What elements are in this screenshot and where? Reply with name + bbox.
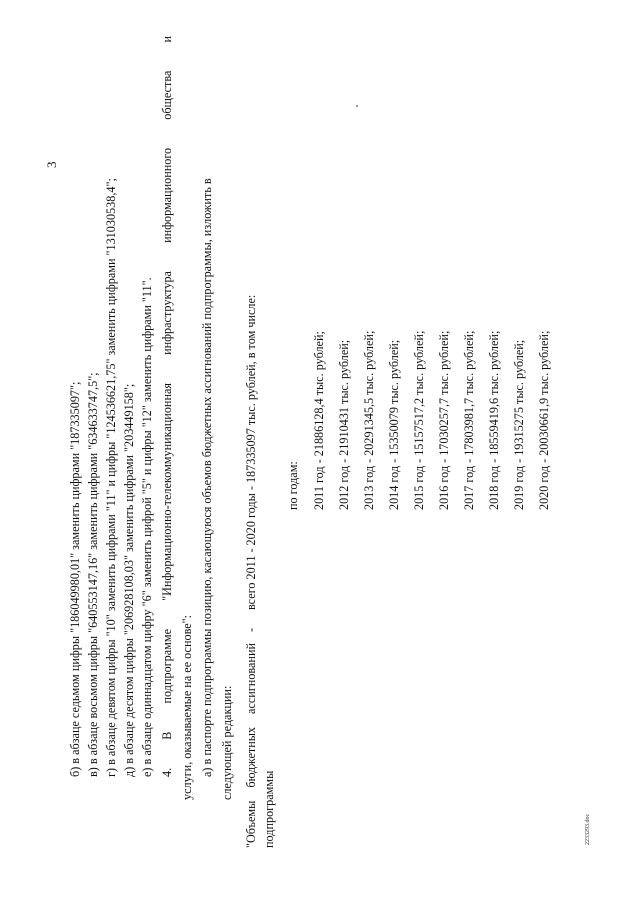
table-dash: -: [244, 627, 258, 632]
item-4a-line-2: следующей редакции:: [220, 685, 234, 800]
year-row: 2017 год - 17803981,7 тыс. рублей;: [462, 330, 476, 510]
year-row: 2015 год - 15157517,2 тыс. рублей;: [412, 330, 426, 510]
year-row: 2014 год - 15350079 тыс. рублей;: [387, 339, 401, 510]
year-row: 2011 год - 21886128,4 тыс. рублей;: [312, 331, 326, 510]
table-total: всего 2011 - 2020 годы - 187335097 тыс. рублей, в том числе:: [244, 294, 258, 610]
year-row: 2012 год - 21910431 тыс. рублей;: [337, 339, 351, 510]
table-left-label-2: подпрограммы: [262, 770, 276, 848]
item-4-line-2: услуги, оказываемые на ее основе":: [180, 614, 194, 800]
footer-filename: 2233293.doc: [585, 813, 591, 845]
year-row: 2016 год - 17030257,7 тыс. рублей;: [437, 330, 451, 510]
speck: [356, 105, 358, 107]
line-b: б) в абзаце седьмом цифры "186049980,01" заменить цифрами "187335097";: [68, 381, 82, 777]
year-row: 2013 год - 20291345,5 тыс. рублей;: [362, 330, 376, 510]
line-e: е) в абзаце одиннадцатом цифру "6" заменить цифрой "5" и цифры "12" заменить цифрами "11".: [140, 277, 154, 777]
item-4-line-1: 4. В подпрограмме "Информационно-телекоммуникационная инфраструктура информационного общества и: [160, 36, 174, 777]
year-row: 2020 год - 20030661,9 тыс. рублей;: [537, 330, 551, 510]
year-row: 2018 год - 18559419,6 тыс. рублей;: [487, 330, 501, 510]
table-left-label-1: "Объемы бюджетных ассигнований: [244, 643, 258, 848]
line-d: д) в абзаце десятом цифры "206928108,03" заменить цифрами "203449158";: [122, 383, 136, 777]
line-v: в) в абзаце восьмом цифры "640553147,16" заменить цифрами "634633747,5";: [86, 372, 100, 777]
year-row: 2019 год - 19315275 тыс. рублей;: [512, 339, 526, 510]
line-g: г) в абзаце девятом цифры "10" заменить цифрами "11" и цифры "124536621,75" заменить цифрами "131030538,4";: [104, 178, 118, 777]
page-number: 3: [44, 161, 59, 168]
item-4a-line-1: а) в паспорте подпрограммы позицию, касающуюся объемов бюджетных ассигнований подпрограммы, изложить в: [200, 178, 214, 777]
table-by-years: по годам:: [286, 461, 300, 510]
